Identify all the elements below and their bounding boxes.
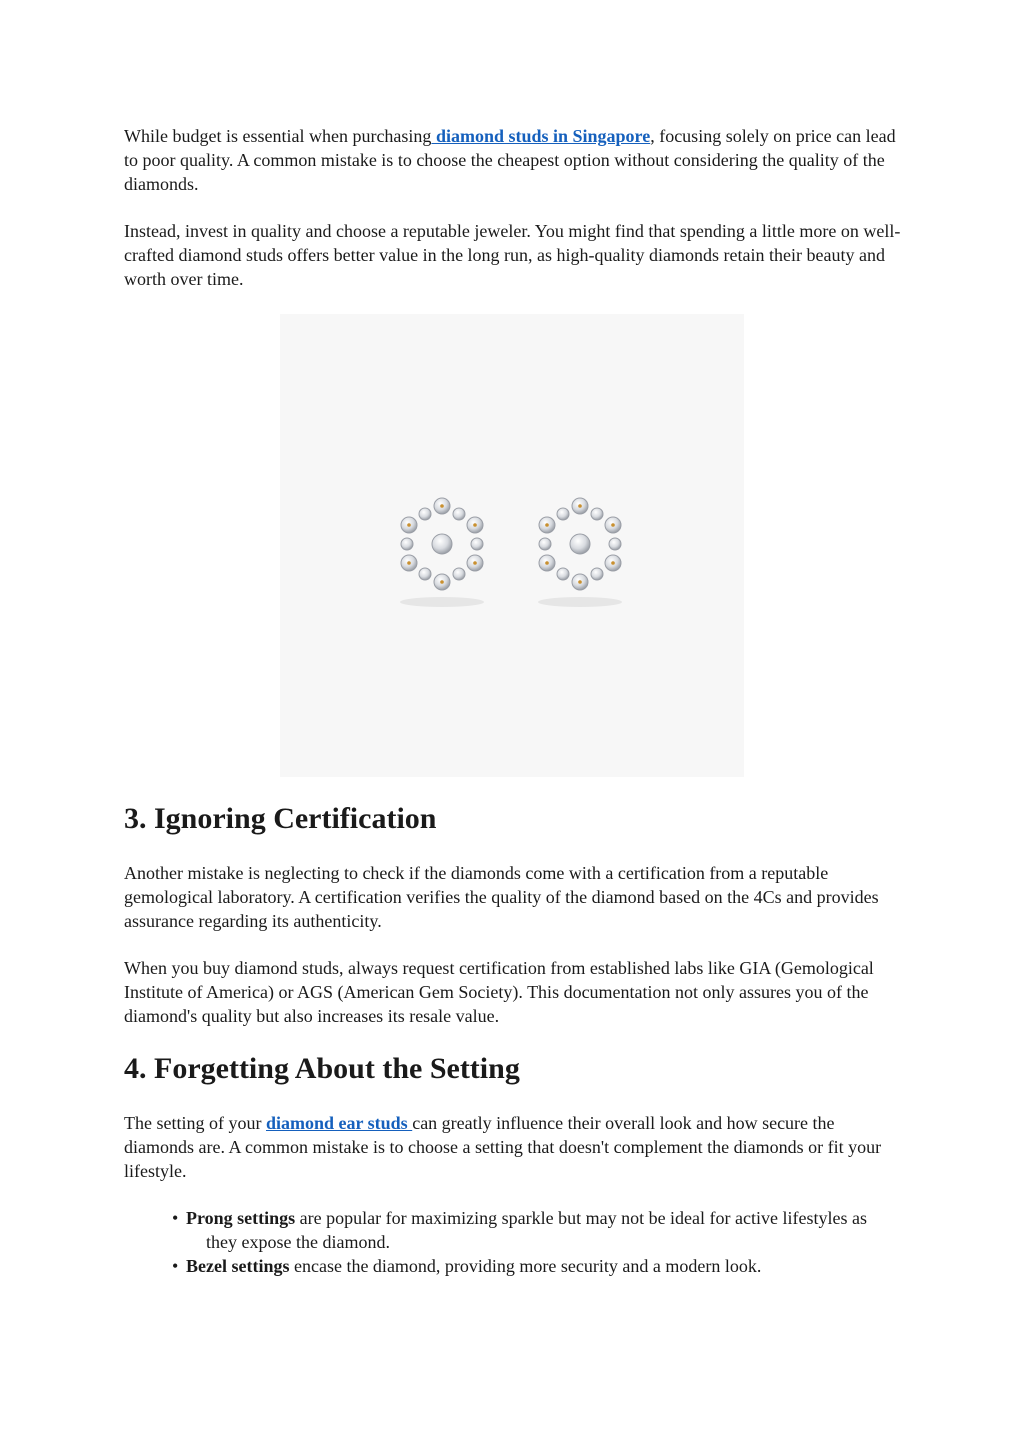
list-item-term: Prong settings: [186, 1208, 296, 1228]
text-span: can greatly influence their overall look and how secure the diamonds are. A common mistake is to choose a setting that doesn't complement the diamonds or fit your lifestyle.: [124, 1113, 882, 1181]
bullet-icon: •: [172, 1256, 179, 1276]
list-item-text: are popular for maximizing sparkle but may not be ideal for active lifestyles as they expose the diamond.: [206, 1208, 867, 1252]
setting-paragraph: [124, 1111, 904, 1183]
diamond-ear-studs-link[interactable]: diamond ear studs: [265, 1113, 413, 1133]
section-heading-certification: 3. Ignoring Certification: [124, 802, 437, 835]
diamond-stud-earrings-icon: [280, 314, 744, 777]
section-heading-setting: 4. Forgetting About the Setting: [124, 1052, 520, 1085]
certification-paragraph-2: When you buy diamond studs, always request certification from established labs like GIA (Gemological Institute of America) or AGS (American Gem Society). This documentation not only assures you of the diamond's quality but also increases its resale value.: [124, 958, 874, 1026]
certification-paragraph-1: Another mistake is neglecting to check if the diamonds come with a certification from a reputable gemological laboratory. A certification verifies the quality of the diamond based on the 4Cs and provides assurance regarding its authenticity.: [124, 863, 879, 931]
list-item: [172, 1206, 872, 1254]
text-span: The setting of your: [124, 1113, 266, 1133]
text-span: , focusing solely on price can lead to poor quality. A common mistake is to choose the cheapest option without considering the quality of the diamonds.: [124, 126, 896, 194]
text-span: While budget is essential when purchasing: [124, 126, 432, 146]
bullet-icon: •: [172, 1208, 179, 1228]
list-item-text: encase the diamond, providing more security and a modern look.: [289, 1256, 762, 1276]
list-item-term: Bezel settings: [186, 1256, 290, 1276]
quality-paragraph: Instead, invest in quality and choose a reputable jeweler. You might find that spending a little more on well-crafted diamond studs offers better value in the long run, as high-quality diamonds retain their beauty and worth over time.: [124, 221, 901, 289]
setting-list: [172, 1206, 872, 1278]
list-item: [172, 1254, 872, 1278]
diamond-studs-singapore-link[interactable]: diamond studs in Singapore: [431, 126, 651, 146]
intro-paragraph: [124, 124, 904, 196]
product-image: [280, 314, 744, 777]
